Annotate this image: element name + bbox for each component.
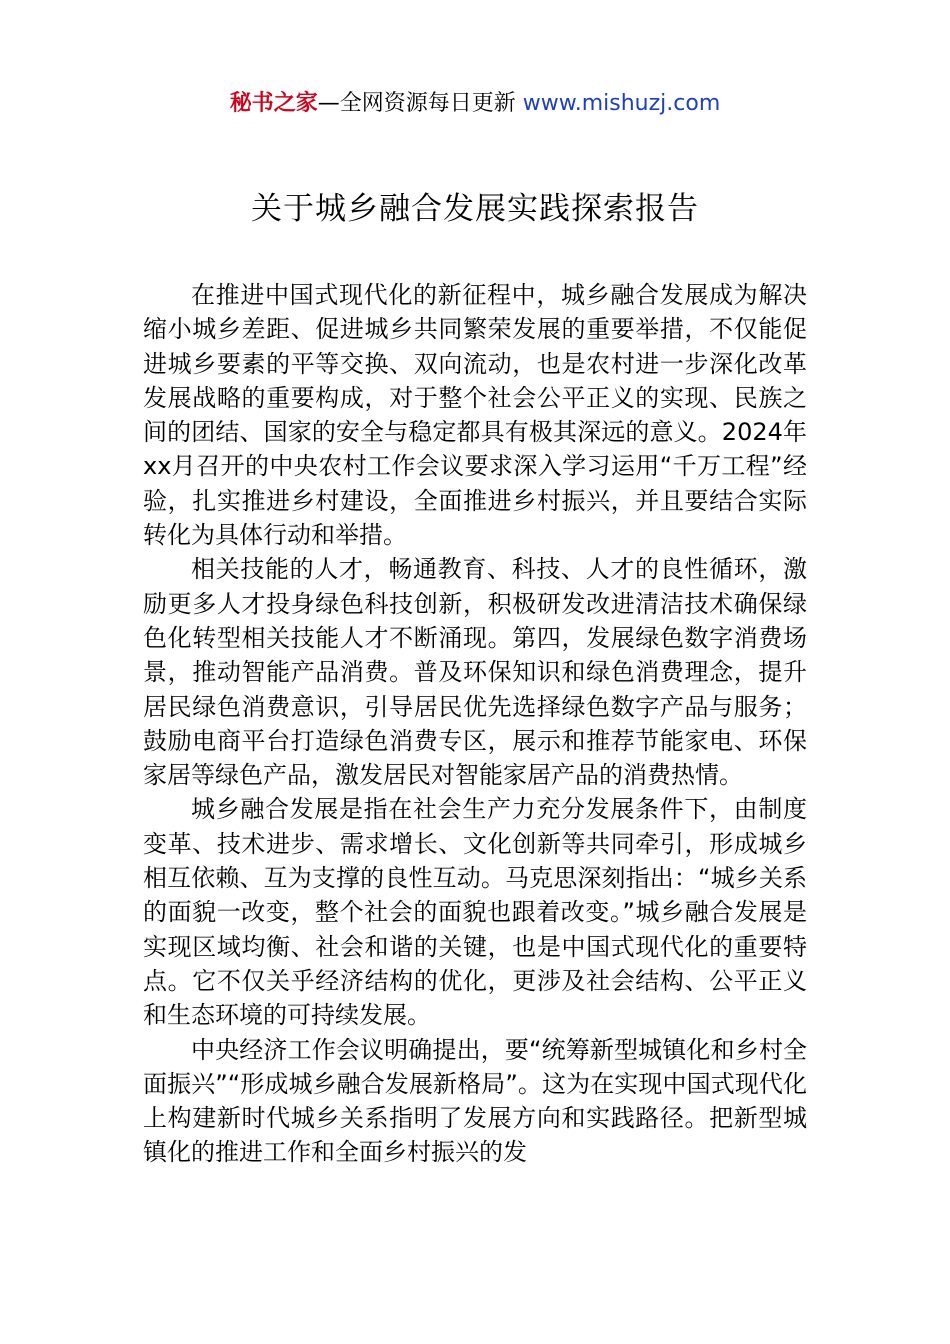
paragraph: 在推进中国式现代化的新征程中，城乡融合发展成为解决缩小城乡差距、促进城乡共同繁荣发展的重要举措，不仅能促进城乡要素的平等交换、双向流动，也是农村进一步深化改革发展战略的重要构成，对于整个社会公平正义的实现、民族之间的团结、国家的安全与稳定都具有极其深远的意义。2024年xx月召开的中央农村工作会议要求深入学习运用“千万工程”经验，扎实推进乡村建设，全面推进乡村振兴，并且要结合实际转化为具体行动和举措。 [143, 281, 807, 550]
paragraph: 相关技能的人才，畅通教育、科技、人才的良性循环，激励更多人才投身绿色科技创新，积极研发改进清洁技术确保绿色化转型相关技能人才不断涌现。第四，发展绿色数字消费场景，推动智能产品消费。普及环保知识和绿色消费理念，提升居民绿色消费意识，引导居民优先选择绿色数字产品与服务；鼓励电商平台打造绿色消费专区，展示和推荐节能家电、环保家居等绿色产品，激发居民对智能家居产品的消费热情。 [143, 555, 807, 790]
paragraph: 城乡融合发展是指在社会生产力充分发展条件下，由制度变革、技术进步、需求增长、文化创新等共同牵引，形成城乡相互依赖、互为支撑的良性互动。马克思深刻指出：“城乡关系的面貌一改变，整个社会的面貌也跟着改变。”城乡融合发展是实现区域均衡、社会和谐的关键，也是中国式现代化的重要特点。它不仅关乎经济结构的优化，更涉及社会结构、公平正义和生态环境的可持续发展。 [143, 795, 807, 1030]
document-title: 关于城乡融合发展实践探索报告 [251, 191, 699, 227]
site-url-link[interactable]: www.mishuzj.com [522, 91, 721, 116]
header-tagline: —全网资源每日更新 [317, 91, 523, 116]
brand-name: 秘书之家 [229, 91, 318, 116]
paragraph: 中央经济工作会议明确提出，要“统筹新型城镇化和乡村全面振兴”“形成城乡融合发展新格局”。这为在实现中国式现代化上构建新时代城乡关系指明了发展方向和实践路径。把新型城镇化的推进工作和全面乡村振兴的发 [143, 1035, 807, 1167]
site-header [0, 88, 950, 120]
document-body [143, 278, 807, 1170]
